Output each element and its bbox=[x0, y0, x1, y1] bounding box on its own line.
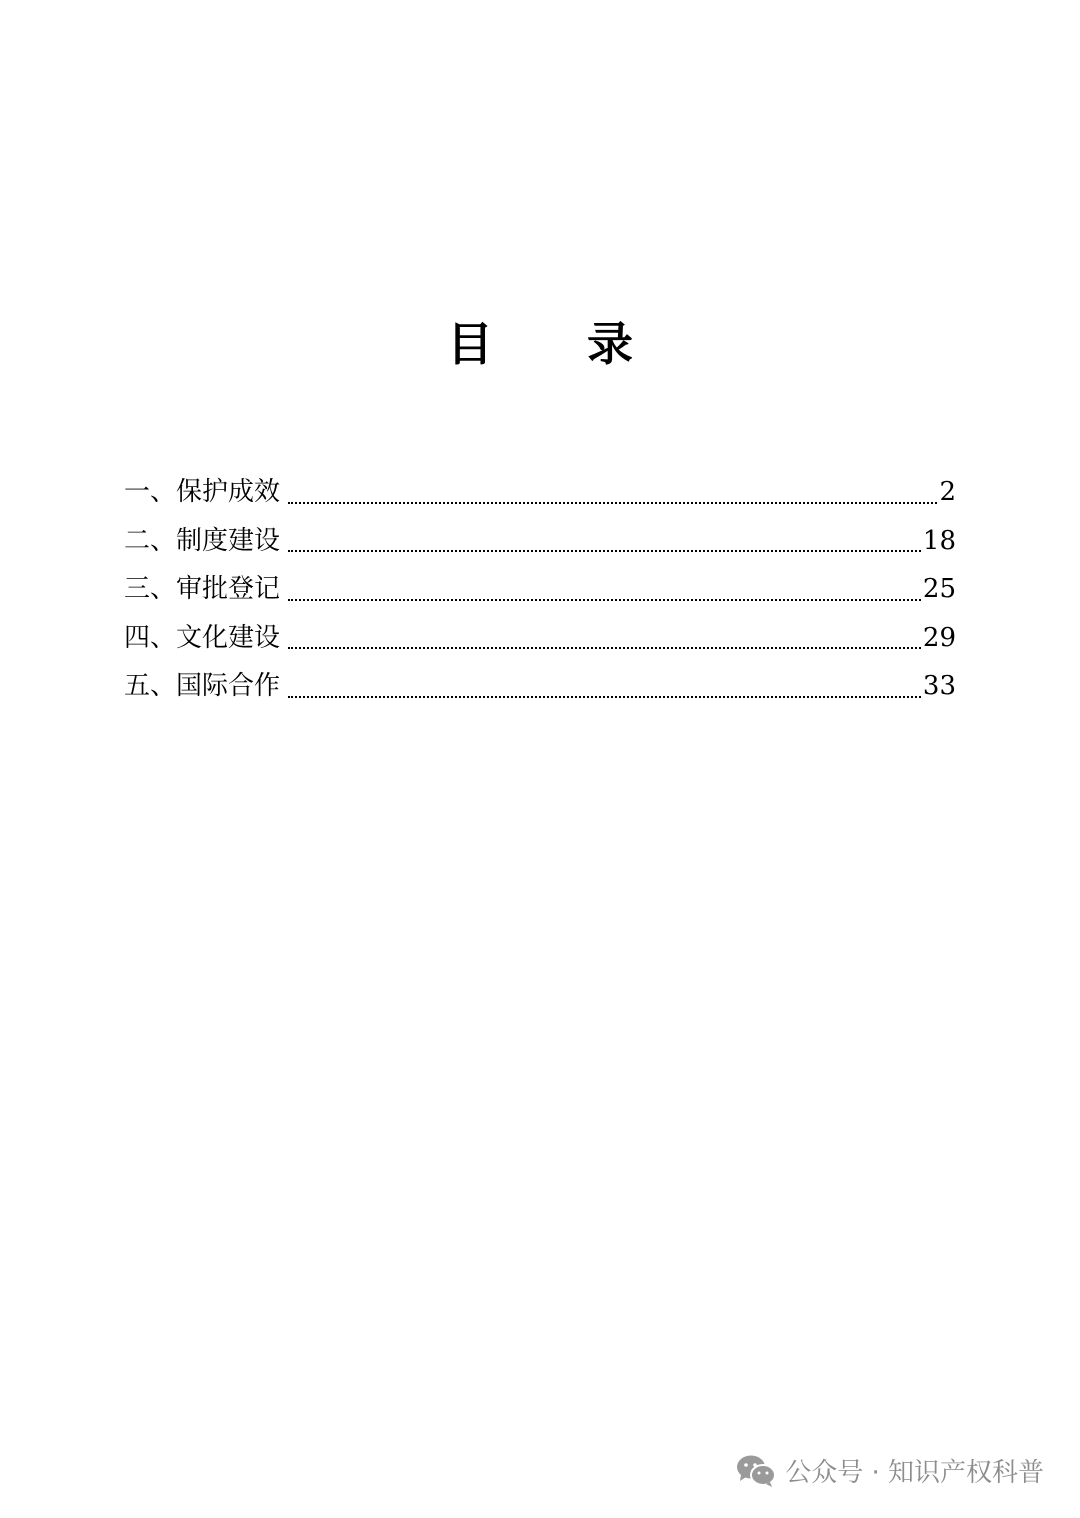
toc-item-page: 25 bbox=[922, 574, 956, 604]
toc-item-label: 国际合作 bbox=[176, 671, 281, 701]
toc-item-number: 四、 bbox=[124, 622, 177, 653]
toc-item[interactable] bbox=[124, 468, 956, 517]
toc-leader-dots bbox=[288, 550, 921, 552]
toc-item-page: 2 bbox=[939, 477, 956, 507]
toc-item-label: 保护成效 bbox=[176, 477, 281, 507]
toc-item-number: 一、 bbox=[124, 477, 177, 507]
toc-item[interactable] bbox=[124, 565, 956, 614]
page-title bbox=[0, 312, 1080, 376]
title-char-1: 目 bbox=[447, 317, 493, 371]
toc-item-label: 审批登记 bbox=[176, 574, 281, 604]
toc-leader-dots bbox=[288, 599, 921, 601]
toc-leader-dots bbox=[288, 647, 921, 649]
toc-item[interactable] bbox=[124, 614, 956, 663]
table-of-contents bbox=[124, 468, 956, 711]
toc-item-page: 29 bbox=[922, 622, 956, 653]
toc-item-label: 文化建设 bbox=[176, 622, 281, 653]
toc-item-number: 三、 bbox=[124, 574, 177, 604]
toc-leader-dots bbox=[288, 696, 921, 698]
toc-item[interactable] bbox=[124, 517, 956, 566]
toc-item[interactable] bbox=[124, 662, 956, 711]
toc-item-page: 18 bbox=[922, 525, 956, 556]
wechat-icon bbox=[735, 1454, 777, 1488]
toc-item-label: 制度建设 bbox=[176, 525, 281, 556]
toc-item-page: 33 bbox=[922, 671, 956, 701]
toc-item-number: 二、 bbox=[124, 525, 177, 556]
toc-item-number: 五、 bbox=[124, 671, 177, 701]
toc-leader-dots bbox=[288, 502, 937, 504]
watermark bbox=[735, 1452, 1044, 1489]
watermark-text: 公众号 · 知识产权科普 bbox=[785, 1458, 1044, 1488]
title-char-2: 录 bbox=[587, 317, 633, 371]
